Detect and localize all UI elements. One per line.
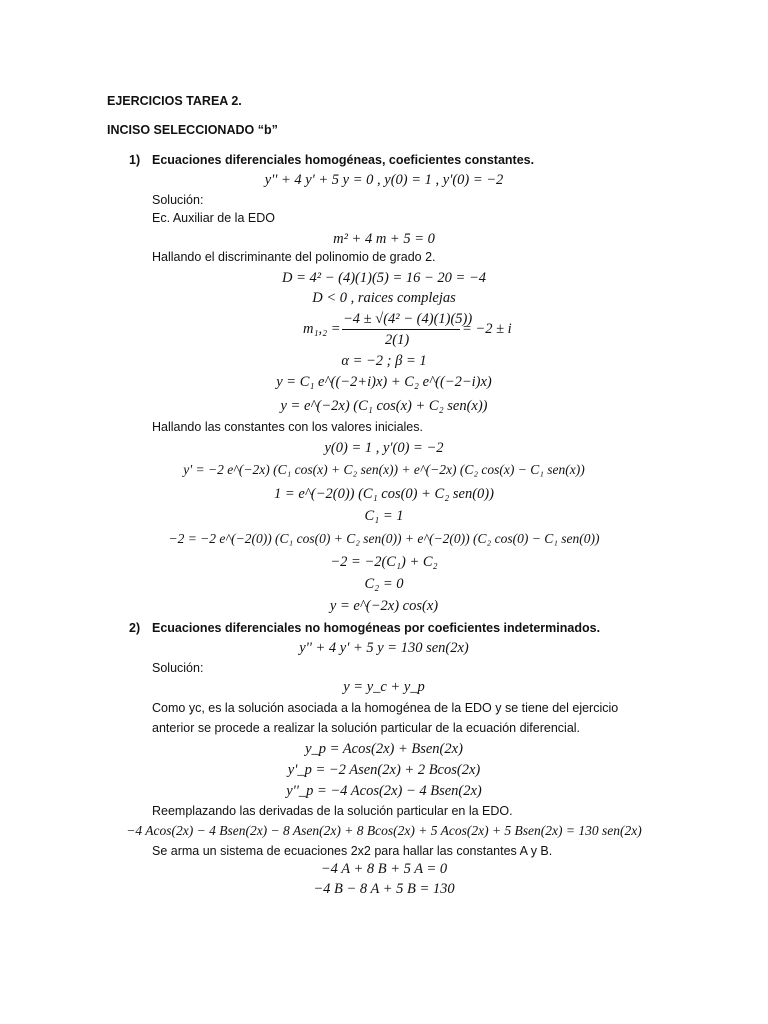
ex2-para1-line2: anterior se procede a realizar la solución particular de la ecuación diferencial. [152, 721, 581, 735]
doc-heading: EJERCICIOS TAREA 2. [107, 94, 242, 108]
ex2-number: 2) [129, 621, 141, 635]
ex2-sys-eq1: −4 A + 8 B + 5 A = 0 [320, 861, 448, 877]
ex2-problem: y'' + 4 y' + 5 y = 130 sen(2x) [299, 640, 469, 656]
ex1-c1: C₁ = 1 [364, 508, 404, 524]
ex1-problem: y'' + 4 y' + 5 y = 0 , y(0) = 1 , y'(0) = −2 [264, 172, 504, 188]
ex1-roots-denominator: 2(1) [385, 332, 410, 348]
ex1-title: Ecuaciones diferenciales homogéneas, coeficientes constantes. [152, 153, 535, 167]
ex1-init-vals: y(0) = 1 , y'(0) = −2 [324, 440, 444, 456]
ex1-alpha-beta: α = −2 ; β = 1 [341, 353, 427, 369]
ex1-roots-lhs: m₁,₂ = [303, 321, 341, 337]
ex1-disc-eq: D = 4² − (4)(1)(5) = 16 − 20 = −4 [282, 270, 486, 286]
ex1-final: y = e^(−2x) cos(x) [329, 598, 439, 614]
ex1-roots-numerator: −4 ± √(4² − (4)(1)(5)) [343, 311, 473, 327]
ex1-gen-sol-exp: y = C₁ e^((−2+i)x) + C₂ e^((−2−i)x) [276, 374, 492, 390]
ex1-aux-label: Ec. Auxiliar de la EDO [152, 211, 275, 225]
ex1-sub1: 1 = e^(−2(0)) (C₁ cos(0) + C₂ sen(0)) [274, 486, 494, 502]
ex1-const-label: Hallando las constantes con los valores iniciales. [152, 420, 423, 434]
ex2-reemp-eq: −4 Acos(2x) − 4 Bsen(2x) − 8 Asen(2x) + 8 Bcos(2x) + 5 Acos(2x) + 5 Bsen(2x) = 130 sen(2x) [126, 823, 642, 838]
ex2-title: Ecuaciones diferenciales no homogéneas por coeficientes indeterminados. [152, 621, 601, 635]
ex2-sys-label: Se arma un sistema de ecuaciones 2x2 para hallar las constantes A y B. [152, 844, 553, 858]
ex2-yp-first-derivative: y'_p = −2 Asen(2x) + 2 Bcos(2x) [287, 762, 481, 778]
ex2-yp-second-derivative: y''_p = −4 Acos(2x) − 4 Bsen(2x) [286, 783, 482, 799]
ex1-c2: C₂ = 0 [364, 576, 404, 592]
ex2-solucion-label: Solución: [152, 661, 204, 675]
ex1-derivative: y' = −2 e^(−2x) (C₁ cos(x) + C₂ sen(x)) + e^(−2x) (C₂ cos(x) − C₁ sen(x)) [183, 462, 585, 477]
ex1-sub2: −2 = −2 e^(−2(0)) (C₁ cos(0) + C₂ sen(0)) + e^(−2(0)) (C₂ cos(0) − C₁ sen(0)) [168, 531, 600, 546]
ex1-aux-eq: m² + 4 m + 5 = 0 [333, 231, 435, 247]
ex2-sys-eq2: −4 B − 8 A + 5 B = 130 [313, 881, 455, 897]
ex1-solucion-label: Solución: [152, 193, 204, 207]
ex1-number: 1) [129, 153, 141, 167]
ex1-gen-sol-trig: y = e^(−2x) (C₁ cos(x) + C₂ sen(x)) [280, 398, 488, 414]
ex2-para1-line1: Como yc, es la solución asociada a la homogénea de la EDO y se tiene del ejercicio [152, 701, 619, 715]
doc-subheading: INCISO SELECCIONADO “b” [107, 123, 278, 137]
ex2-sol-form: y = y_c + y_p [343, 679, 425, 695]
ex2-yp: y_p = Acos(2x) + Bsen(2x) [305, 741, 463, 757]
ex1-sub2-simplified: −2 = −2(C₁) + C₂ [330, 554, 438, 570]
ex1-disc-label: Hallando el discriminante del polinomio de grado 2. [152, 250, 436, 264]
ex2-reemp-label: Reemplazando las derivadas de la solución particular en la EDO. [152, 804, 513, 818]
ex1-roots-fraction-bar [342, 329, 460, 330]
ex1-roots-rhs: = −2 ± i [462, 321, 512, 337]
ex1-disc-note: D < 0 , raices complejas [312, 290, 456, 306]
